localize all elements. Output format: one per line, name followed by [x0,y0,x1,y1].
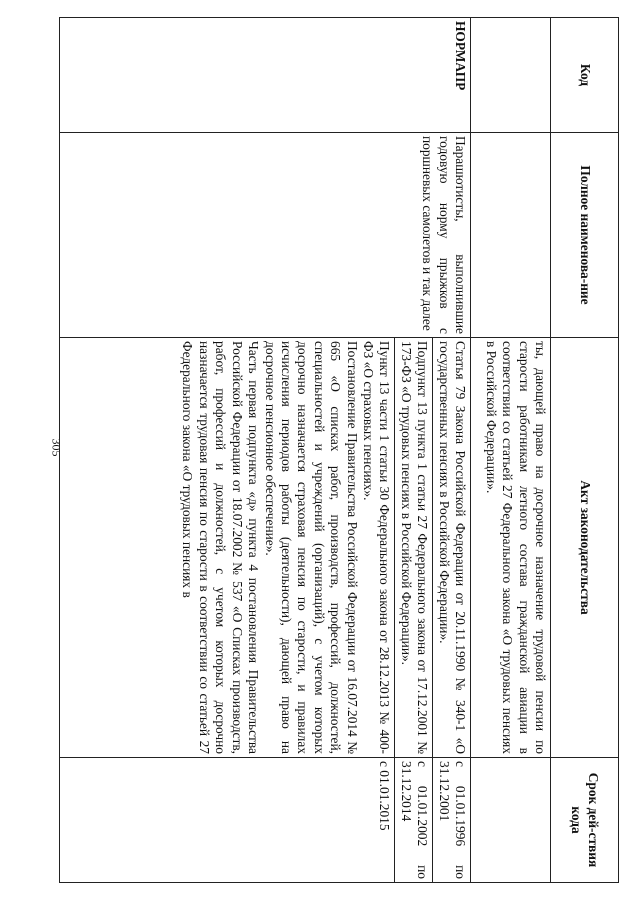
cell-act: Подпункт 13 пункта 1 статьи 27 Федерального закона от 17.12.2001 № 173-ФЗ «О трудовых пенсиях в Российской Федерации». [395,338,433,758]
cell-act-multi [60,338,395,758]
legislation-table [59,17,619,883]
table-row [471,18,551,883]
cell-term: с 01.01.1996 по 31.12.2001 [433,758,471,883]
cell-code-normapr: НОРМАПР [60,18,471,133]
header-act: Акт законодательства [551,338,619,758]
act-paragraph: Часть первая подпункта «д» пункта 4 постановления Правительства Российской Федерации от 18.07.2002 № 537 «О Списках производств, работ, профессий и должностей, с учетом которых досрочно назначается трудовая пенсия по старости в соответствии со статьей 27 Федерального закона «О трудовых пенсиях в [180,341,262,754]
cell-term [471,758,551,883]
header-row [551,18,619,883]
cell-full-name-parachutists: Парашютисты, выполнившие годовую норму прыжков с поршневых самолетов и так далее [60,133,471,338]
header-full-name: Полное наименова-ние [551,133,619,338]
header-term: Срок дей-ствия кода [551,758,619,883]
cell-act: Статья 79 Закона Российской Федерации от 20.11.1990 № 340-1 «О государственных пенсиях в Российской Федерации». [433,338,471,758]
table-row [433,18,471,883]
cell-act: ты, дающей право на досрочное назначение трудовой пенсии по старости работникам летного состава гражданской авиации в соответствии со статьей 27 Федерального закона «О трудовых пенсиях в Российской Федерации». [471,338,551,758]
cell-term: с 01.01.2002 по 31.12.2014 [395,758,433,883]
cell-term: с 01.01.2015 [60,758,395,883]
rotated-table-container [59,17,619,882]
cell-code [471,18,551,133]
page-number: 305 [49,438,64,457]
cell-full-name [471,133,551,338]
act-paragraph: Постановление Правительства Российской Федерации от 16.07.2014 № 665 «О списках работ, производств, профессий, должностей, специальностей и учреждений (организаций), с учетом которых досрочно назначается страховая пенсия по старости, и правилах исчисления периодов работы (деятельности), дающей право на досрочное пенсионное обеспечение». [262,341,360,754]
act-paragraph: Пункт 13 части 1 статьи 30 Федерального закона от 28.12.2013 № 400-ФЗ «О страховых пенсиях». [360,341,393,754]
header-code: Код [551,18,619,133]
